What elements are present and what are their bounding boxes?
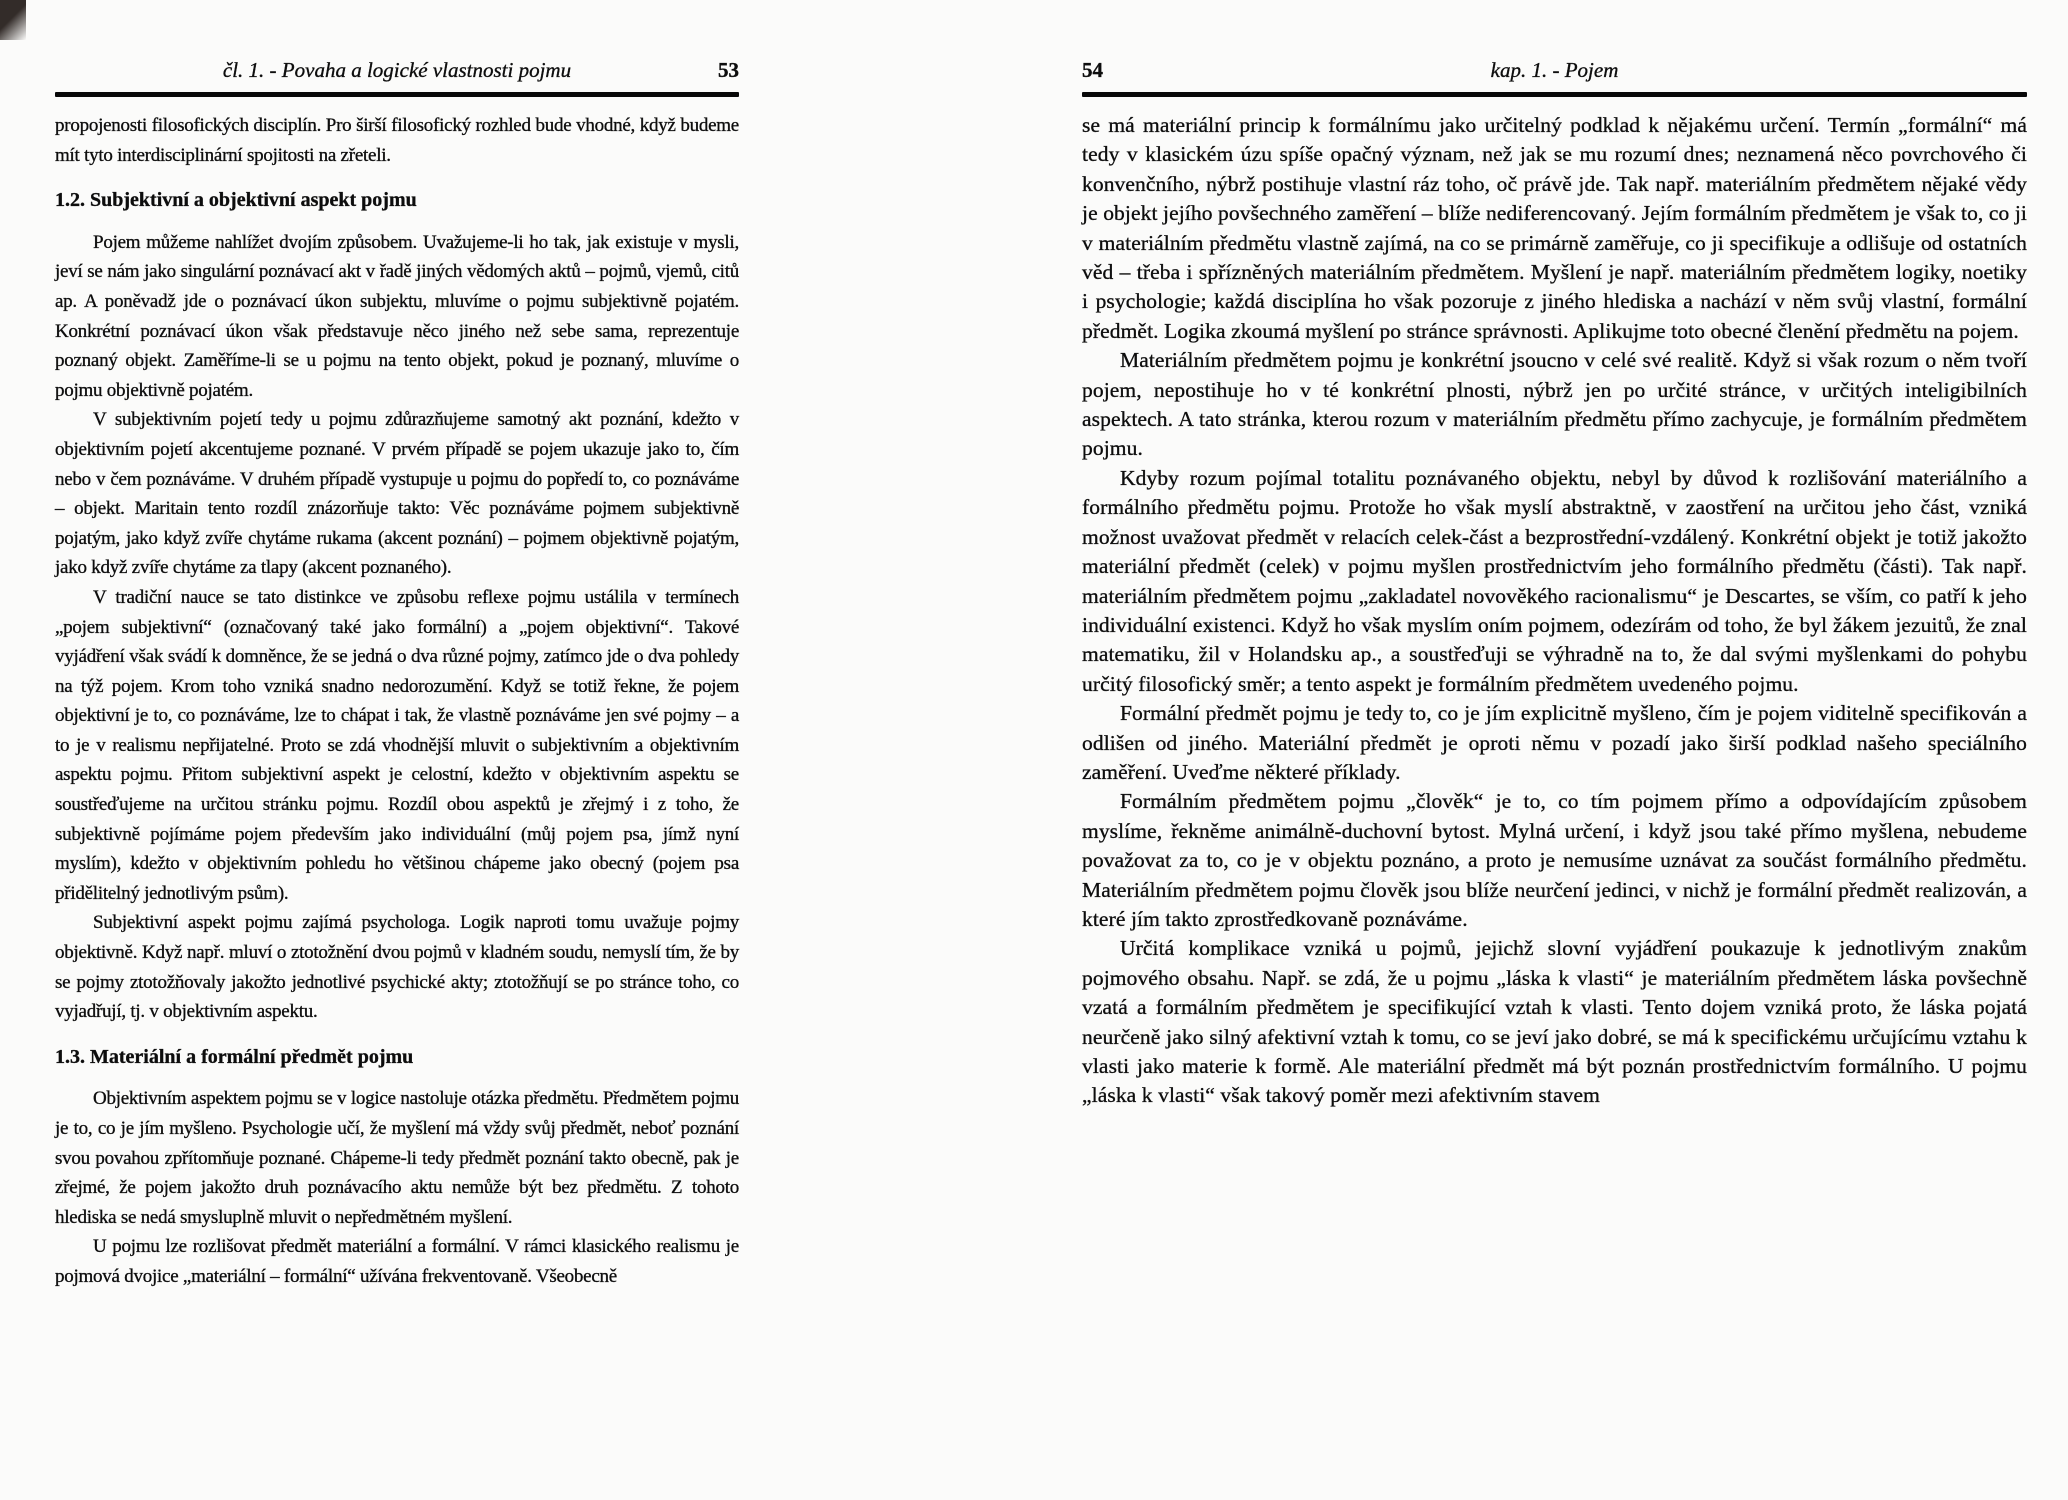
body-paragraph: Objektivním aspektem pojmu se v logice nastoluje otázka předmětu. Předmětem pojmu je to, co je jím myšleno. Psychologie učí, že myšlení má vždy svůj předmět, neboť poznání svou povahou zpřítomňuje poznané. Chápeme-li tedy předmět poznání takto obecně, pak je zřejmé, že pojem jakožto druh poznávacího aktu nemůže být bez předmětu. Z tohoto hlediska se nedá smysluplně mluvit o nepředmětném myšlení. — [55, 1088, 739, 1228]
body-paragraph: Kdyby rozum pojímal totalitu poznávaného objektu, nebyl by důvod k rozlišování materiálního a formálního předmětu pojmu. Protože ho však myslí abstraktně, v zaostření na určitou jeho část, vzniká možnost uvažovat předmět v relacích celek-část a bezprostřední-vzdálený. Konkrétní objekt je totiž jakožto materiální předmět (celek) v pojmu myšlen prostřednictvím jeho formálního předmětu (části). Tak např. materiálním předmětem pojmu „zakladatel novověkého racionalismu“ je Descartes, se vším, co patří k jeho individuální existenci. Když ho však myslím oním pojmem, odezírám od toho, že byl žákem jezuitů, že znal matematiku, žil v Holandsku ap., a soustřeďuji se výhradně na to, že dal svými myšlenkami do pohybu určitý filosofický směr; a tento aspekt je formálním předmětem uvedeného pojmu. — [1082, 465, 2027, 696]
page-number: 54 — [1082, 58, 1103, 82]
right-running-head — [1082, 58, 2027, 92]
left-page — [55, 58, 739, 1292]
body-paragraph: V subjektivním pojetí tedy u pojmu zdůrazňujeme samotný akt poznání, kdežto v objektivním pojetí akcentujeme poznané. V prvém případě se pojem ukazuje jako to, čím nebo v čem poznáváme. V druhém případě vystupuje u pojmu do popředí to, co poznáváme – objekt. Maritain tento rozdíl znázorňuje takto: Věc poznáváme pojmem subjektivně pojatým, jako když zvíře chytáme rukama (akcent poznání) – pojmem objektivně pojatým, jako když zvíře chytáme za tlapy (akcent poznaného). — [55, 409, 739, 579]
running-header-title: čl. 1. - Povaha a logické vlastnosti pojmu — [222, 58, 572, 82]
running-header-title: kap. 1. - Pojem — [1490, 58, 1619, 82]
body-paragraph: Pojem můžeme nahlížet dvojím způsobem. Uvažujeme-li ho tak, jak existuje v mysli, jeví se nám jako singulární poznávací akt v řadě jiných vědomých aktů – pojmů, vjemů, citů ap. A poněvadž jde o poznávací úkon subjektu, mluvíme o pojmu subjektivně pojatém. Konkrétní poznávací úkon však představuje něco jiného než sebe sama, reprezentuje poznaný objekt. Zaměříme-li se u pojmu na tento objekt, pokud je poznaný, mluvíme o pojmu objektivně pojatém. — [55, 231, 739, 401]
left-running-head — [55, 58, 739, 92]
body-paragraph: U pojmu lze rozlišovat předmět materiální a formální. V rámci klasického realismu je pojmová dvojice „materiální – formální“ užívána frekventovaně. Všeobecně — [55, 1236, 739, 1287]
right-page — [1082, 58, 2027, 1111]
scan-edge-artifact — [0, 0, 26, 40]
body-paragraph: Formální předmět pojmu je tedy to, co je jím explicitně myšleno, čím je pojem viditelně specifikován a odlišen od jiného. Materiální předmět je oproti němu v pozadí jako širší podklad našeho speciálního zaměření. Uveďme některé příklady. — [1082, 701, 2027, 784]
header-rule — [55, 92, 739, 97]
left-page-body — [55, 111, 739, 1292]
section-heading-1-2: 1.2. Subjektivní a objektivní aspekt pojmu — [55, 189, 417, 212]
body-paragraph: propojenosti filosofických disciplín. Pro širší filosofický rozhled bude vhodné, když budeme mít tyto interdisciplinární spojitosti na zřeteli. — [55, 115, 739, 166]
body-paragraph: Materiálním předmětem pojmu je konkrétní jsoucno v celé své realitě. Když si však rozum o něm tvoří pojem, nepostihuje ho v té konkrétní plnosti, nýbrž jen po určité stránce, v určitých inteligibilních aspektech. A tato stránka, kterou rozum v materiálním předmětu přímo zachycuje, je formálním předmětem pojmu. — [1082, 348, 2027, 461]
section-heading-1-3: 1.3. Materiální a formální předmět pojmu — [55, 1045, 414, 1068]
body-paragraph: Určitá komplikace vzniká u pojmů, jejichž slovní vyjádření poukazuje k jednotlivým znakům pojmového obsahu. Např. se zdá, že u pojmu „láska k vlasti“ je materiálním předmětem láska povšechně vzatá a formálním předmětem je specifikující vztah k vlasti. Tento dojem vzniká proto, že láska pojatá neurčeně jako silný afektivní vztah k tomu, co se jeví jako dobré, se má k specifickému určujícímu vztahu k vlasti jako materie k formě. Ale materiální předmět má být poznán prostřednictvím formálního. U pojmu „láska k vlasti“ však takový poměr mezi afektivním stavem — [1082, 936, 2027, 1108]
right-page-body — [1082, 111, 2027, 1111]
header-rule — [1082, 92, 2027, 97]
body-paragraph: Formálním předmětem pojmu „člověk“ je to, co tím pojmem přímo a odpovídajícím způsobem myslíme, řekněme animálně-duchovní bytost. Mylná určení, i když jsou také přímo myšlena, nebudeme považovat za to, co je v objektu poznáno, a proto je nemusíme uznávat za součást formálního předmětu. Materiálním předmětem pojmu člověk jsou blíže neurčení jedinci, v nichž je formální předmět realizován, a které jím takto zprostředkovaně poznáváme. — [1082, 789, 2027, 931]
page-number: 53 — [718, 58, 739, 82]
body-paragraph: se má materiální princip k formálnímu jako určitelný podklad k nějakému určení. Termín „formální“ má tedy v klasickém úzu spíše opačný význam, než jak se mu rozumí dnes; neznamená něco povrchového či konvenčního, nýbrž postihuje vlastní ráz toho, oč právě jde. Tak např. materiálním předmětem nějaké vědy je objekt jejího povšechného zaměření – blíže nediferencovaný. Jejím formálním předmětem je však to, co ji v materiálním předmětu vlastně zajímá, na co se primárně zaměřuje, co ji specifikuje a odlišuje od ostatních věd – třeba i spřízněných materiálním předmětem. Myšlení je např. materiálním předmětem logiky, noetiky i psychologie; každá disciplína ho však pozoruje z jiného hlediska a nachází v něm svůj vlastní, formální předmět. Logika zkoumá myšlení po stránce správnosti. Aplikujme toto obecné členění předmětu na pojem. — [1082, 113, 2027, 343]
body-paragraph: V tradiční nauce se tato distinkce ve způsobu reflexe pojmu ustálila v termínech „pojem subjektivní“ (označovaný také jako formální) a „pojem objektivní“. Takové vyjádření však svádí k domněnce, že se jedná o dva různé pojmy, zatímco jde o dva pohledy na týž pojem. Krom toho vzniká snadno nedorozumění. Když se totiž řekne, že pojem objektivní je to, co poznáváme, lze to chápat i tak, že vlastně poznáváme jen své pojmy – a to je v realismu nepřijatelné. Proto se zdá vhodnější mluvit o subjektivním a objektivním aspektu pojmu. Přitom subjektivní aspekt je celostní, kdežto v objektivním aspektu se soustřeďujeme na určitou stránku pojmu. Rozdíl obou aspektů je zřejmý i z toho, že subjektivně pojímáme pojem především jako individuální (můj pojem psa, jímž nyní myslím), kdežto v objektivním pohledu ho většinou chápeme jako obecný (pojem psa přidělitelný jednotlivým psům). — [55, 586, 739, 904]
body-paragraph: Subjektivní aspekt pojmu zajímá psychologa. Logik naproti tomu uvažuje pojmy objektivně. Když např. mluví o ztotožnění dvou pojmů v kladném soudu, nemyslí tím, že by se pojmy ztotožňovaly jakožto jednotlivé psychické akty; ztotožňují se po stránce toho, co vyjadřují, tj. v objektivním aspektu. — [55, 912, 739, 1023]
